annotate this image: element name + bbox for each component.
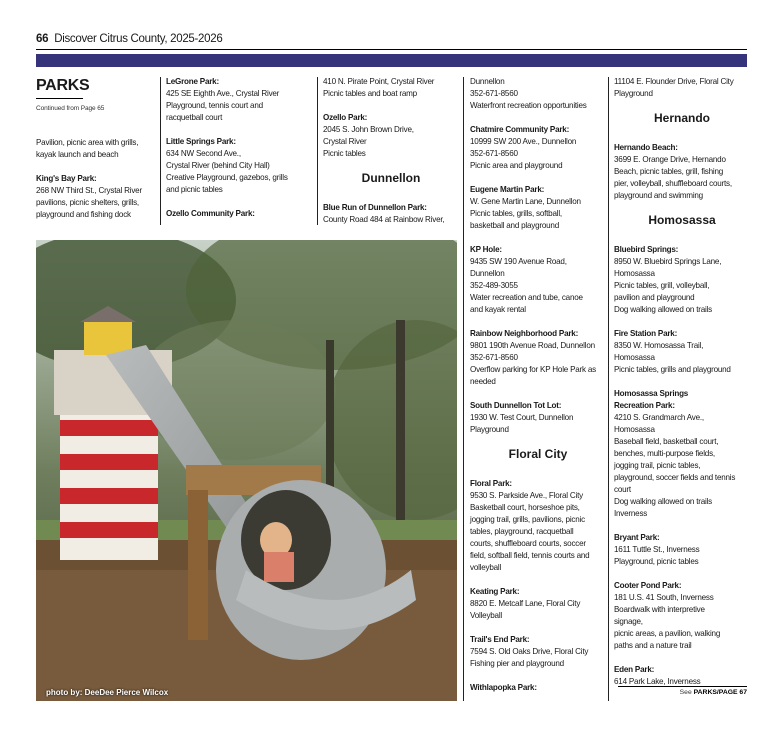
park-detail: 352-489-3055 bbox=[470, 281, 518, 290]
column-divider bbox=[463, 77, 464, 701]
park-entry bbox=[614, 76, 750, 100]
park-detail: Dunnellon bbox=[470, 77, 505, 86]
park-name: Ozello Park: bbox=[323, 113, 368, 122]
park-name: Fire Station Park: bbox=[614, 329, 678, 338]
park-entry bbox=[470, 244, 606, 316]
park-detail: Picnic tables, grills and playground bbox=[614, 365, 731, 374]
park-detail: Playground, picnic tables bbox=[614, 557, 699, 566]
park-detail: Water recreation and tube, canoe bbox=[470, 293, 583, 302]
park-detail: paths and a nature trail bbox=[614, 641, 692, 650]
park-detail: Playground, tennis court and bbox=[166, 101, 263, 110]
park-detail: Playground bbox=[470, 425, 509, 434]
page-number: 66 bbox=[36, 33, 49, 45]
park-detail: playground and swimming bbox=[614, 191, 703, 200]
park-detail: Picnic tables, grill, volleyball, bbox=[614, 281, 710, 290]
column-divider bbox=[160, 77, 161, 225]
header-rule bbox=[36, 49, 747, 50]
park-name: Chatmire Community Park: bbox=[470, 125, 570, 134]
park-detail: Picnic tables, grills, softball, bbox=[470, 209, 562, 218]
column-4 bbox=[470, 76, 606, 706]
park-detail: and kayak rental bbox=[470, 305, 526, 314]
park-detail: jogging trail, picnic tables, bbox=[614, 461, 701, 470]
park-detail: 1611 Tuttle St., Inverness bbox=[614, 545, 700, 554]
park-detail: Homosassa bbox=[614, 425, 655, 434]
park-entry bbox=[166, 136, 314, 196]
park-entry bbox=[36, 137, 158, 161]
park-detail: Pavilion, picnic area with grills, bbox=[36, 138, 139, 147]
park-name: Withlapopka Park: bbox=[470, 683, 537, 692]
park-detail: basketball and playground bbox=[470, 221, 559, 230]
park-name: Blue Run of Dunnellon Park: bbox=[323, 203, 427, 212]
park-detail: Homosassa bbox=[614, 353, 655, 362]
park-detail: kayak launch and beach bbox=[36, 150, 119, 159]
park-detail: 4210 S. Grandmarch Ave., bbox=[614, 413, 704, 422]
photo-credit: photo by: DeeDee Pierce Wilcox bbox=[46, 688, 169, 697]
park-name: Trail's End Park: bbox=[470, 635, 530, 644]
park-name: Hernando Beach: bbox=[614, 143, 678, 152]
park-name: King's Bay Park: bbox=[36, 174, 97, 183]
park-entry bbox=[470, 184, 606, 232]
town-heading: Hernando bbox=[653, 111, 710, 125]
park-detail: 9530 S. Parkside Ave., Floral City bbox=[470, 491, 583, 500]
park-detail: 268 NW Third St., Crystal River bbox=[36, 186, 142, 195]
park-detail: Inverness bbox=[614, 509, 648, 518]
column-5 bbox=[614, 76, 750, 700]
park-entry bbox=[323, 76, 459, 100]
park-detail: Creative Playground, gazebos, grills bbox=[166, 173, 288, 182]
photo-image bbox=[36, 240, 457, 701]
park-name: Little Springs Park: bbox=[166, 137, 236, 146]
park-name: Keating Park: bbox=[470, 587, 520, 596]
park-name: Bluebird Springs: bbox=[614, 245, 679, 254]
park-detail: pavilions, picnic shelters, grills, bbox=[36, 198, 139, 207]
park-detail: Homosassa bbox=[614, 269, 655, 278]
park-detail: 425 SE Eighth Ave., Crystal River bbox=[166, 89, 280, 98]
park-entry bbox=[470, 586, 606, 622]
park-name: Rainbow Neighborhood Park: bbox=[470, 329, 579, 338]
park-detail: Dunnellon bbox=[470, 269, 505, 278]
park-entry bbox=[614, 664, 750, 688]
park-detail: Crystal River bbox=[323, 137, 367, 146]
park-entry bbox=[470, 328, 606, 388]
park-name: South Dunnellon Tot Lot: bbox=[470, 401, 562, 410]
park-detail: Playground bbox=[614, 89, 653, 98]
town-heading: Homosassa bbox=[648, 213, 716, 227]
park-detail: 634 NW Second Ave., bbox=[166, 149, 241, 158]
park-detail: Boardwalk with interpretive bbox=[614, 605, 705, 614]
park-entry bbox=[614, 580, 750, 652]
park-detail: volleyball bbox=[470, 563, 502, 572]
jump-link[interactable]: PARKS/PAGE 67 bbox=[693, 689, 747, 696]
park-name: LeGrone Park: bbox=[166, 77, 219, 86]
color-band bbox=[36, 54, 747, 67]
park-detail: 352-671-8560 bbox=[470, 89, 518, 98]
park-entry bbox=[36, 173, 158, 221]
park-name: Recreation Park: bbox=[614, 401, 675, 410]
continued-note: Continued from Page 65 bbox=[36, 105, 105, 112]
park-detail: benches, multi-purpose fields, bbox=[614, 449, 715, 458]
park-detail: tables, playground, racquetball bbox=[470, 527, 574, 536]
park-detail: Overflow parking for KP Hole Park as bbox=[470, 365, 596, 374]
park-name: Bryant Park: bbox=[614, 533, 660, 542]
park-detail: jogging trail, grills, pavilions, picnic bbox=[470, 515, 585, 524]
park-entry bbox=[470, 682, 606, 694]
park-name: Eden Park: bbox=[614, 665, 655, 674]
park-detail: Basketball court, horseshoe pits, bbox=[470, 503, 580, 512]
park-detail: Beach, picnic tables, grill, fishing bbox=[614, 167, 724, 176]
park-detail: 9435 SW 190 Avenue Road, bbox=[470, 257, 567, 266]
park-detail: Waterfront recreation opportunities bbox=[470, 101, 587, 110]
park-detail: signage, bbox=[614, 617, 643, 626]
park-entry bbox=[614, 142, 750, 202]
park-detail: playground and fishing dock bbox=[36, 210, 131, 219]
park-detail: picnic areas, a pavilion, walking bbox=[614, 629, 721, 638]
park-entry bbox=[614, 328, 750, 376]
park-detail: needed bbox=[470, 377, 496, 386]
park-detail: pier, volleyball, shuffleboard courts, bbox=[614, 179, 732, 188]
park-entry bbox=[323, 112, 459, 160]
park-detail: County Road 484 at Rainbow River, bbox=[323, 215, 445, 224]
park-name: Ozello Community Park: bbox=[166, 209, 255, 218]
park-detail: 1930 W. Test Court, Dunnellon bbox=[470, 413, 574, 422]
park-detail: Picnic area and playground bbox=[470, 161, 563, 170]
park-detail: 352-671-8560 bbox=[470, 353, 518, 362]
park-name: KP Hole: bbox=[470, 245, 502, 254]
park-detail: 7594 S. Old Oaks Drive, Floral City bbox=[470, 647, 589, 656]
park-detail: Picnic tables bbox=[323, 149, 366, 158]
town-heading: Floral City bbox=[508, 447, 568, 461]
column-divider bbox=[317, 77, 318, 225]
park-name: Floral Park: bbox=[470, 479, 512, 488]
page-header bbox=[36, 33, 222, 45]
park-entry bbox=[166, 208, 314, 220]
park-name: Eugene Martin Park: bbox=[470, 185, 545, 194]
park-detail: 352-671-8560 bbox=[470, 149, 518, 158]
park-detail: Picnic tables and boat ramp bbox=[323, 89, 417, 98]
park-detail: 410 N. Pirate Point, Crystal River bbox=[323, 77, 435, 86]
park-detail: 10999 SW 200 Ave., Dunnellon bbox=[470, 137, 577, 146]
column-3 bbox=[323, 76, 459, 238]
column-divider bbox=[608, 77, 609, 701]
park-entry bbox=[614, 388, 750, 520]
park-detail: 8820 E. Metcalf Lane, Floral City bbox=[470, 599, 581, 608]
jump-line bbox=[618, 686, 747, 696]
park-detail: 8350 W. Homosassa Trail, bbox=[614, 341, 704, 350]
park-detail: 8950 W. Bluebird Springs Lane, bbox=[614, 257, 722, 266]
park-entry bbox=[470, 634, 606, 670]
park-detail: Dog walking allowed on trails bbox=[614, 497, 712, 506]
section-title: PARKS bbox=[36, 77, 83, 99]
park-entry bbox=[470, 124, 606, 172]
park-detail: 614 Park Lake, Inverness bbox=[614, 677, 701, 686]
park-detail: courts, shuffleboard courts, soccer bbox=[470, 539, 586, 548]
park-detail: court bbox=[614, 485, 631, 494]
park-detail: Volleyball bbox=[470, 611, 502, 620]
park-detail: W. Gene Martin Lane, Dunnellon bbox=[470, 197, 581, 206]
park-detail: playground, soccer fields and tennis bbox=[614, 473, 736, 482]
park-detail: pavilion and playground bbox=[614, 293, 695, 302]
park-entry bbox=[614, 244, 750, 316]
park-entry bbox=[470, 400, 606, 436]
park-detail: 11104 E. Flounder Drive, Floral City bbox=[614, 77, 734, 86]
park-entry bbox=[470, 478, 606, 574]
park-entry bbox=[614, 532, 750, 568]
park-detail: Dog walking allowed on trails bbox=[614, 305, 712, 314]
park-entry bbox=[323, 202, 459, 226]
park-entry bbox=[470, 76, 606, 112]
park-detail: Fishing pier and playground bbox=[470, 659, 564, 668]
park-detail: 2045 S. John Brown Drive, bbox=[323, 125, 414, 134]
park-name: Cooter Pond Park: bbox=[614, 581, 682, 590]
town-heading: Dunnellon bbox=[361, 171, 421, 185]
park-detail: 9801 190th Avenue Road, Dunnellon bbox=[470, 341, 595, 350]
park-entry bbox=[166, 76, 314, 124]
park-detail: and picnic tables bbox=[166, 185, 223, 194]
park-detail: Crystal River (behind City Hall) bbox=[166, 161, 270, 170]
park-detail: 181 U.S. 41 South, Inverness bbox=[614, 593, 714, 602]
park-detail: Baseball field, basketball court, bbox=[614, 437, 719, 446]
publication-title: Discover Citrus County, 2025-2026 bbox=[54, 33, 223, 45]
park-detail: 3699 E. Orange Drive, Hernando bbox=[614, 155, 726, 164]
park-name: Homosassa Springs bbox=[614, 389, 689, 398]
jump-prefix: See bbox=[679, 689, 692, 696]
column-2 bbox=[166, 76, 314, 232]
playground-slide-photo bbox=[36, 240, 457, 701]
park-detail: field, softball field, tennis courts and bbox=[470, 551, 590, 560]
park-detail: racquetball court bbox=[166, 113, 223, 122]
column-1 bbox=[36, 77, 158, 233]
